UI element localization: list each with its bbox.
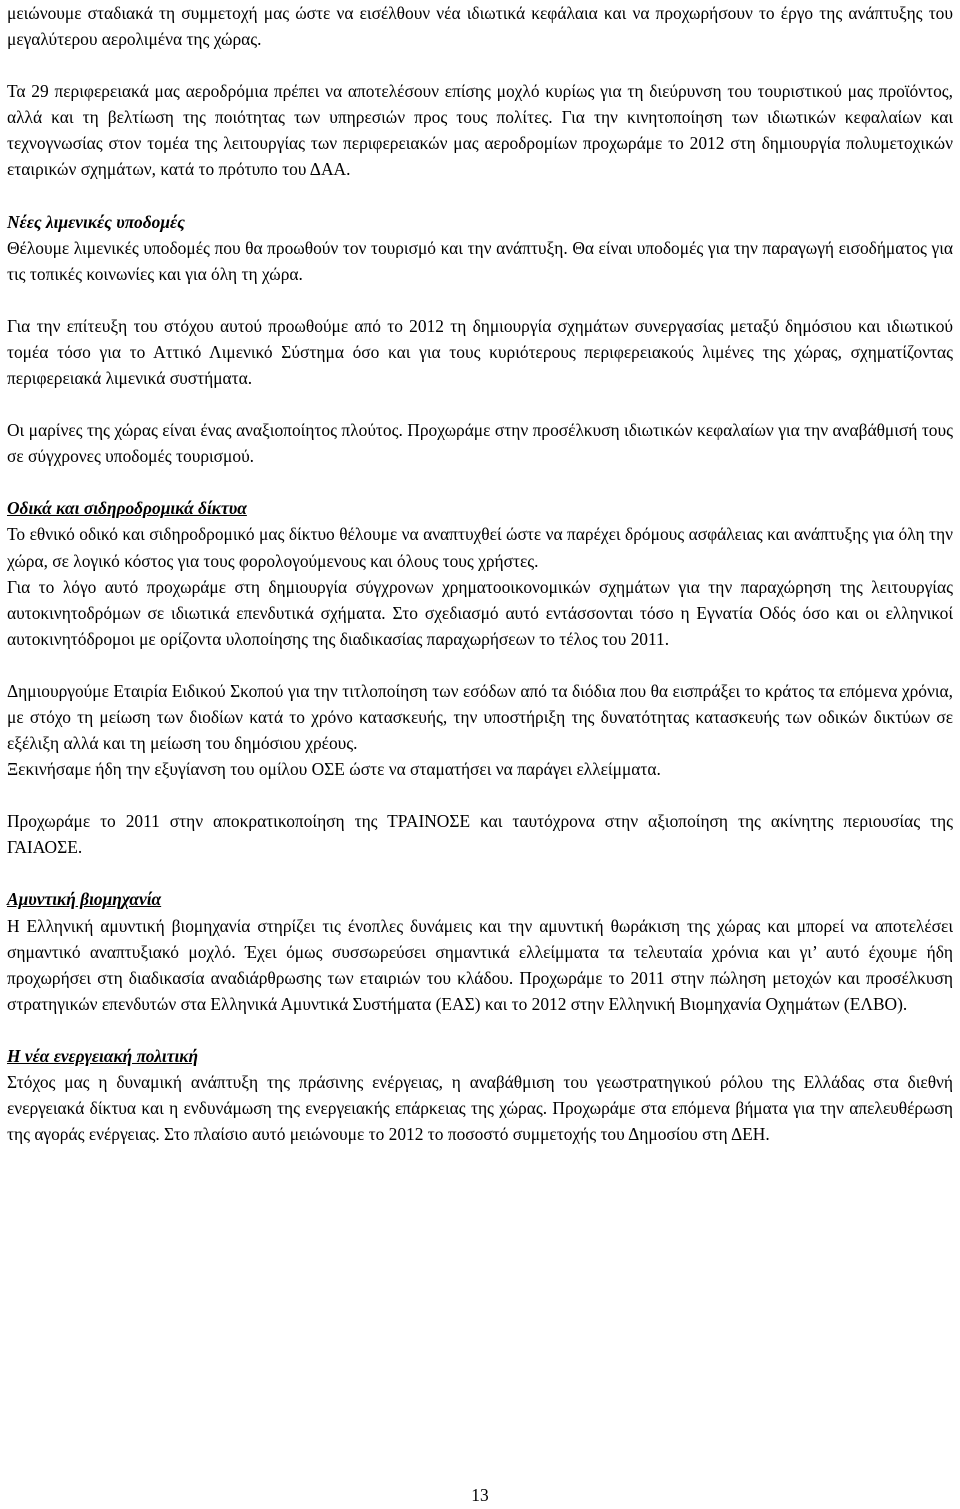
spacer <box>7 391 953 417</box>
document-page <box>7 0 953 1147</box>
spacer <box>7 287 953 313</box>
spacer <box>7 782 953 808</box>
page-number: 13 <box>471 1485 489 1505</box>
spacer <box>7 652 953 678</box>
heading-defense-industry: Αμυντική βιομηχανία <box>7 889 162 910</box>
paragraph-marinas: Οι μαρίνες της χώρας είναι ένας αναξιοποίητος πλούτος. Προχωράμε στην προσέλκυση ιδιωτικών κεφαλαίων για την αναβάθμισή τους σε σύγχρονες υποδομές τουρισμού. <box>7 420 953 467</box>
paragraph-top: μειώνουμε σταδιακά τη συμμετοχή μας ώστε να εισέλθουν νέα ιδιωτικά κεφάλαια και να προχωρήσουν το έργο της ανάπτυξης του μεγαλύτερου αερολιμένα της χώρας. <box>7 3 953 50</box>
spacer <box>7 52 953 78</box>
spacer <box>7 860 953 886</box>
paragraph-ose-restructuring: Ξεκινήσαμε ήδη την εξυγίανση του ομίλου ΟΣΕ ώστε να σταματήσει να παράγει ελλείμματα. <box>7 759 661 780</box>
heading-energy-policy: Η νέα ενεργειακή πολιτική <box>7 1045 199 1066</box>
paragraph-motorway-concessions: Για το λόγο αυτό προχωράμε στη δημιουργία σύγχρονων χρηματοοικονομικών σχημάτων για την παραχώρηση της λειτουργίας αυτοκινητοδρόμων σε ιδιωτικά επενδυτικά σχήματα. Στο σχεδιασμό αυτό εντάσσονται τόσο η Εγνατία Οδός όσο και οι ελληνικοί αυτοκινητόδρομοι με ορίζοντα υλοποίησης της διαδικασίας παραχωρήσεων το τέλος του 2011. <box>7 576 953 649</box>
spacer <box>7 183 953 209</box>
paragraph-ports-ppp: Για την επίτευξη του στόχου αυτού προωθούμε από το 2012 τη δημιουργία σχημάτων συνεργασίας μεταξύ δημόσιου και ιδιωτικού τομέα τόσο για το Αττικό Λιμενικό Σύστημα όσο και για τους κυριότερους περιφερειακούς λιμένες της χώρας, σχηματίζοντας περιφερειακά λιμενικά συστήματα. <box>7 315 953 389</box>
spacer <box>7 1017 953 1043</box>
heading-new-port-infrastructure: Νέες λιμενικές υποδομές <box>7 211 185 232</box>
paragraph-trainose-privatization: Προχωράμε το 2011 στην αποκρατικοποίηση της ΤΡΑΙΝΟΣΕ και ταυτόχρονα στην αξιοποίηση της ακίνητης περιουσίας της ΓΑΙΑΟΣΕ. <box>7 811 953 858</box>
paragraph-energy-policy: Στόχος μας η δυναμική ανάπτυξη της πράσινης ενέργειας, η αναβάθμιση του γεωστρατηγικού ρόλου της Ελλάδας στα διεθνή ενεργειακά δίκτυα και η ενδυνάμωση της ενεργειακής επάρκειας της χώρας. Προχωράμε στα επόμενα βήματα για την απελευθέρωση της αγοράς ενέργειας. Στο πλαίσιο αυτό μειώνουμε το 2012 το ποσοστό συμμετοχής του Δημοσίου στη ΔΕΗ. <box>7 1072 953 1145</box>
heading-road-rail-networks: Οδικά και σιδηροδρομικά δίκτυα <box>7 498 247 519</box>
paragraph-ports-goals: Θέλουμε λιμενικές υποδομές που θα προωθούν τον τουρισμό και την ανάπτυξη. Θα είναι υποδομές για την παραγωγή εισοδήματος για τις τοπικές κοινωνίες και για όλη τη χώρα. <box>7 237 953 284</box>
spacer <box>7 469 953 495</box>
paragraph-defense-industry: Η Ελληνική αμυντική βιομηχανία στηρίζει τις ένοπλες δυνάμεις και την αμυντική θωράκιση της χώρας και μπορεί να αποτελέσει σημαντικό αναπτυξιακό μοχλό. Έχει όμως συσσωρεύσει σημαντικά ελλείμματα τα τελευταία χρόνια και γι’ αυτό έχουμε ήδη προχωρήσει στη διαδικασία αναδιάρθρωσης των εταιριών του κλάδου. Προχωράμε το 2011 στην πώληση μετοχών και προσέλκυση στρατηγικών επενδυτών στα Ελληνικά Αμυντικά Συστήματα (ΕΑΣ) και το 2012 στην Ελληνική Βιομηχανία Οχημάτων (ΕΛΒΟ). <box>7 915 953 1014</box>
paragraph-road-rail-goal: Το εθνικό οδικό και σιδηροδρομικό μας δίκτυο θέλουμε να αναπτυχθεί ώστε να παρέχει δρόμους ασφάλειας και ανάπτυξης για όλη την χώρα, σε λογικό κόστος για τους φορολογούμενους και όλους τους χρήστες. <box>7 524 953 571</box>
paragraph-special-purpose-company: Δημιουργούμε Εταιρία Ειδικού Σκοπού για την τιτλοποίηση των εσόδων από τα διόδια που θα εισπράξει το κράτος τα επόμενα χρόνια, με στόχο τη μείωση των διοδίων κατά το χρόνο κατασκευής, την υποστήριξη της δυνατότητας κατασκευής των οδικών δικτύων σε εξέλιξη αλλά και τη μείωση του δημόσιου χρέους. <box>7 680 953 754</box>
paragraph-regional-airports: Τα 29 περιφερειακά μας αεροδρόμια πρέπει να αποτελέσουν επίσης μοχλό κυρίως για τη διεύρυνση του τουριστικού μας προϊόντος, αλλά και τη βελτίωση της ποιότητας των υπηρεσιών προς τους πολίτες. Για την κινητοποίηση των ιδιωτικών κεφαλαίων και τεχνογνωσίας στον τομέα της λειτουργίας των περιφερειακών μας αεροδρομίων προχωράμε το 2012 στη δημιουργία πολυμετοχικών εταιρικών σχημάτων, κατά το πρότυπο του ΔΑΑ. <box>7 81 953 180</box>
